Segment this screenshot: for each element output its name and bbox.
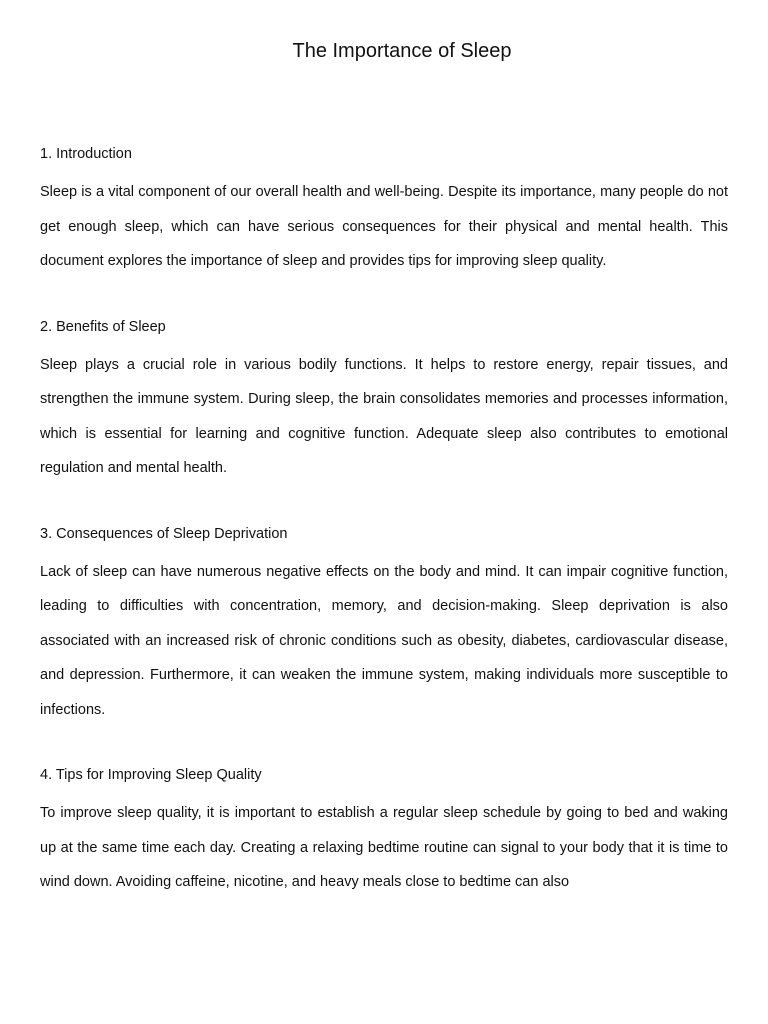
document-title: The Importance of Sleep [292, 40, 512, 62]
section-heading: 1. Introduction [40, 146, 132, 162]
section-paragraph: Sleep is a vital component of our overall health and well-being. Despite its importance, many people do not get enough sleep, which can have serious consequences for their physical and mental health. This document explores the importance of sleep and provides tips for improving sleep quality. [40, 184, 728, 269]
section-benefits-of-sleep [40, 314, 728, 486]
section-heading: 2. Benefits of Sleep [40, 318, 166, 335]
section-introduction [40, 141, 728, 279]
section-heading: 3. Consequences of Sleep Deprivation [40, 525, 288, 542]
section-heading: 4. Tips for Improving Sleep Quality [40, 767, 262, 783]
section-paragraph: Lack of sleep can have numerous negative effects on the body and mind. It can impair cognitive function, leading to difficulties with concentration, memory, and decision-making. Sleep deprivation is also associated with an increased risk of chronic conditions such as obesity, diabetes, cardiovascular disease, and depression. Furthermore, it can weaken the immune system, making individuals more susceptible to infections. [40, 563, 728, 718]
section-consequences-of-sleep-deprivation [40, 521, 728, 728]
section-paragraph: Sleep plays a crucial role in various bodily functions. It helps to restore energy, repair tissues, and strengthen the immune system. During sleep, the brain consolidates memories and processes information, which is essential for learning and cognitive function. Adequate sleep also contributes to emotional regulation and mental health. [40, 356, 728, 476]
section-tips-for-improving-sleep-quality [40, 762, 728, 900]
document-content [40, 141, 728, 935]
section-paragraph: To improve sleep quality, it is important to establish a regular sleep schedule by going to bed and waking up at the same time each day. Creating a relaxing bedtime routine can signal to your body that it is time to wind down. Avoiding caffeine, nicotine, and heavy meals close to bedtime can also [40, 805, 728, 890]
